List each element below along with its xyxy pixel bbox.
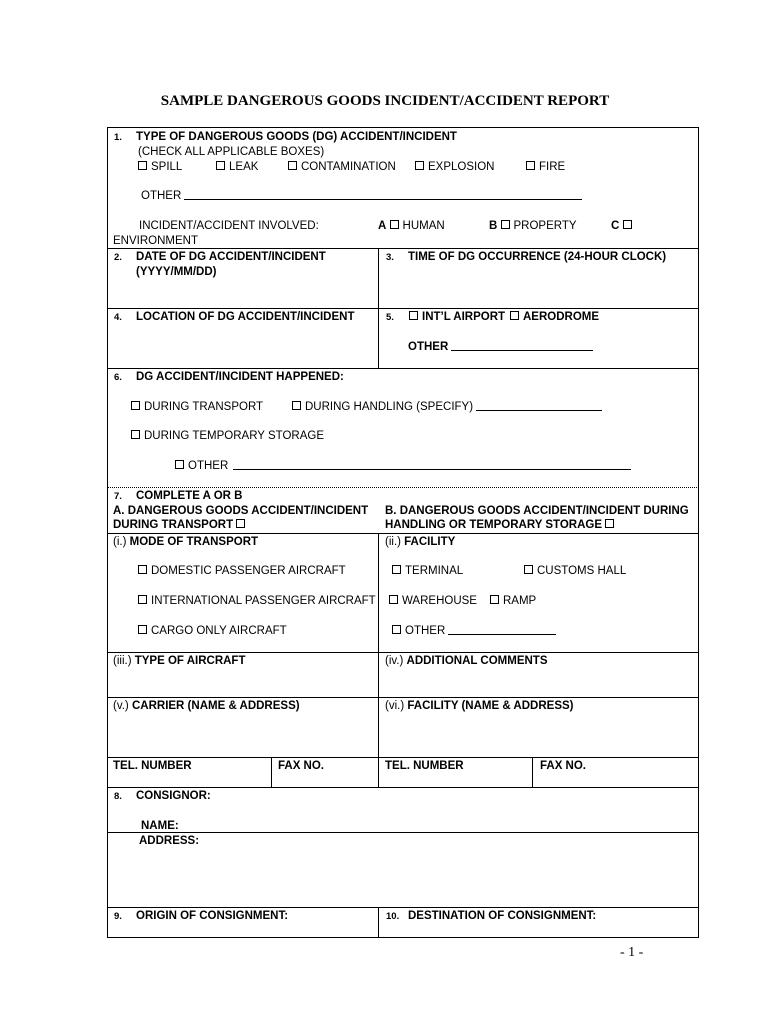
row-divider <box>107 487 699 488</box>
checkbox-icon <box>138 161 147 170</box>
checkbox-icon <box>605 519 614 528</box>
row-divider <box>107 757 699 758</box>
checkbox-during-storage[interactable]: DURING TEMPORARY STORAGE <box>131 429 324 443</box>
column-divider <box>378 907 379 938</box>
s5-other-field[interactable]: OTHER <box>408 340 593 354</box>
checkbox-during-transport[interactable]: DURING TRANSPORT <box>131 400 263 414</box>
checkbox-icon <box>131 401 140 410</box>
s7-option-b: B. DANGEROUS GOODS ACCIDENT/INCIDENT DURING <box>385 505 689 517</box>
s1-heading: TYPE OF DANGEROUS GOODS (DG) ACCIDENT/INCIDENT <box>136 131 457 143</box>
section-number: 5. <box>386 312 394 323</box>
row-divider <box>107 368 699 369</box>
checkbox-property[interactable]: B PROPERTY <box>489 220 577 232</box>
checkbox-icon <box>392 565 401 574</box>
consignor-name-label: NAME: <box>141 820 179 832</box>
checkbox-customs-hall[interactable]: CUSTOMS HALL <box>524 564 626 578</box>
row-divider <box>107 308 699 309</box>
checkbox-icon <box>138 595 147 604</box>
facility-label: (ii.) FACILITY <box>385 536 456 548</box>
checkbox-human[interactable]: A HUMAN <box>378 220 445 232</box>
checkbox-facility-other[interactable]: OTHER <box>392 624 556 638</box>
checkbox-intl-airport[interactable]: INT’L AIRPORT <box>409 310 505 324</box>
other-blank-line <box>184 189 582 200</box>
checkbox-aerodrome[interactable]: AERODROME <box>510 310 599 324</box>
s8-label: CONSIGNOR: <box>136 790 211 802</box>
s7-option-a: A. DANGEROUS GOODS ACCIDENT/INCIDENT <box>113 505 369 517</box>
checkbox-fire[interactable]: FIRE <box>526 160 565 174</box>
checkbox-icon <box>524 565 533 574</box>
checkbox-environment[interactable]: C <box>611 219 636 233</box>
row-divider <box>107 533 699 534</box>
section-number: 6. <box>114 372 122 383</box>
row-divider <box>107 787 699 788</box>
section-number: 8. <box>114 791 122 802</box>
checkbox-cargo-aircraft[interactable]: CARGO ONLY AIRCRAFT <box>138 624 287 638</box>
facility-fax-label: FAX NO. <box>540 760 587 772</box>
s1-other-field[interactable]: OTHER <box>141 189 582 203</box>
checkbox-warehouse[interactable]: WAREHOUSE <box>389 594 477 608</box>
column-divider <box>378 248 379 368</box>
checkbox-international-aircraft[interactable]: INTERNATIONAL PASSENGER AIRCRAFT <box>138 594 376 608</box>
checkbox-leak[interactable]: LEAK <box>216 160 258 174</box>
checkbox-icon <box>415 161 424 170</box>
row-divider <box>107 248 699 249</box>
checkbox-domestic-aircraft[interactable]: DOMESTIC PASSENGER AIRCRAFT <box>138 564 346 578</box>
checkbox-option-a[interactable]: DURING TRANSPORT <box>113 518 249 532</box>
type-of-aircraft-label: (iii.) TYPE OF AIRCRAFT <box>113 655 246 667</box>
checkbox-icon <box>138 625 147 634</box>
section-number: 3. <box>386 252 394 263</box>
column-divider <box>271 757 272 787</box>
row-divider <box>107 697 699 698</box>
checkbox-icon <box>623 220 632 229</box>
s6-heading: DG ACCIDENT/INCIDENT HAPPENED: <box>136 371 344 383</box>
page-number: - 1 - <box>620 945 644 960</box>
involved-label: INCIDENT/ACCIDENT INVOLVED: <box>139 220 319 232</box>
column-divider <box>378 533 379 787</box>
section-number: 10. <box>386 911 400 922</box>
checkbox-icon <box>392 625 401 634</box>
checkbox-icon <box>510 311 519 320</box>
row-divider <box>107 652 699 653</box>
s9-label: ORIGIN OF CONSIGNMENT: <box>136 910 289 922</box>
checkbox-icon <box>292 401 301 410</box>
checkbox-spill[interactable]: SPILL <box>138 160 182 174</box>
other-blank-line <box>451 340 593 351</box>
other-blank-line <box>233 459 631 470</box>
checkbox-icon <box>409 311 418 320</box>
checkbox-option-b[interactable]: HANDLING OR TEMPORARY STORAGE <box>385 518 618 532</box>
checkbox-icon <box>288 161 297 170</box>
checkbox-s6-other[interactable]: OTHER <box>175 459 631 473</box>
checkbox-icon <box>389 595 398 604</box>
section-number: 9. <box>114 911 122 922</box>
page-title: SAMPLE DANGEROUS GOODS INCIDENT/ACCIDENT REPORT <box>160 93 610 109</box>
carrier-tel-label: TEL. NUMBER <box>113 760 192 772</box>
checkbox-terminal[interactable]: TERMINAL <box>392 564 463 578</box>
facility-name-label: (vi.) FACILITY (NAME & ADDRESS) <box>385 700 574 712</box>
row-divider <box>107 907 699 908</box>
s7-heading: COMPLETE A OR B <box>136 490 243 502</box>
section-number: 4. <box>114 312 122 323</box>
checkbox-explosion[interactable]: EXPLOSION <box>415 160 494 174</box>
checkbox-icon <box>526 161 535 170</box>
other-blank-line <box>448 624 556 635</box>
checkbox-contamination[interactable]: CONTAMINATION <box>288 160 396 174</box>
additional-comments-label: (iv.) ADDITIONAL COMMENTS <box>385 655 548 667</box>
checkbox-during-handling[interactable]: DURING HANDLING (SPECIFY) <box>292 400 602 414</box>
s10-label: DESTINATION OF CONSIGNMENT: <box>408 910 597 922</box>
facility-tel-label: TEL. NUMBER <box>385 760 464 772</box>
checkbox-icon <box>138 565 147 574</box>
carrier-label: (v.) CARRIER (NAME & ADDRESS) <box>113 700 300 712</box>
carrier-fax-label: FAX NO. <box>278 760 325 772</box>
s3-label: TIME OF DG OCCURRENCE (24-HOUR CLOCK) <box>408 251 667 263</box>
section-number: 2. <box>114 252 122 263</box>
s2-format: (YYYY/MM/DD) <box>136 266 217 278</box>
specify-blank-line <box>476 400 602 411</box>
section-number: 1. <box>114 132 122 143</box>
checkbox-ramp[interactable]: RAMP <box>490 594 536 608</box>
mode-of-transport-label: (i.) MODE OF TRANSPORT <box>113 536 259 548</box>
environment-label: ENVIRONMENT <box>113 235 198 247</box>
column-divider <box>532 757 533 787</box>
s4-label: LOCATION OF DG ACCIDENT/INCIDENT <box>136 311 355 323</box>
s2-label: DATE OF DG ACCIDENT/INCIDENT <box>136 251 326 263</box>
checkbox-icon <box>501 220 510 229</box>
checkbox-icon <box>175 460 184 469</box>
checkbox-icon <box>236 519 245 528</box>
checkbox-icon <box>390 220 399 229</box>
checkbox-icon <box>131 430 140 439</box>
s1-subheading: (CHECK ALL APPLICABLE BOXES) <box>138 146 325 158</box>
checkbox-icon <box>216 161 225 170</box>
row-divider <box>107 832 699 833</box>
consignor-address-label: ADDRESS: <box>139 835 200 847</box>
section-number: 7. <box>114 491 122 502</box>
checkbox-icon <box>490 595 499 604</box>
